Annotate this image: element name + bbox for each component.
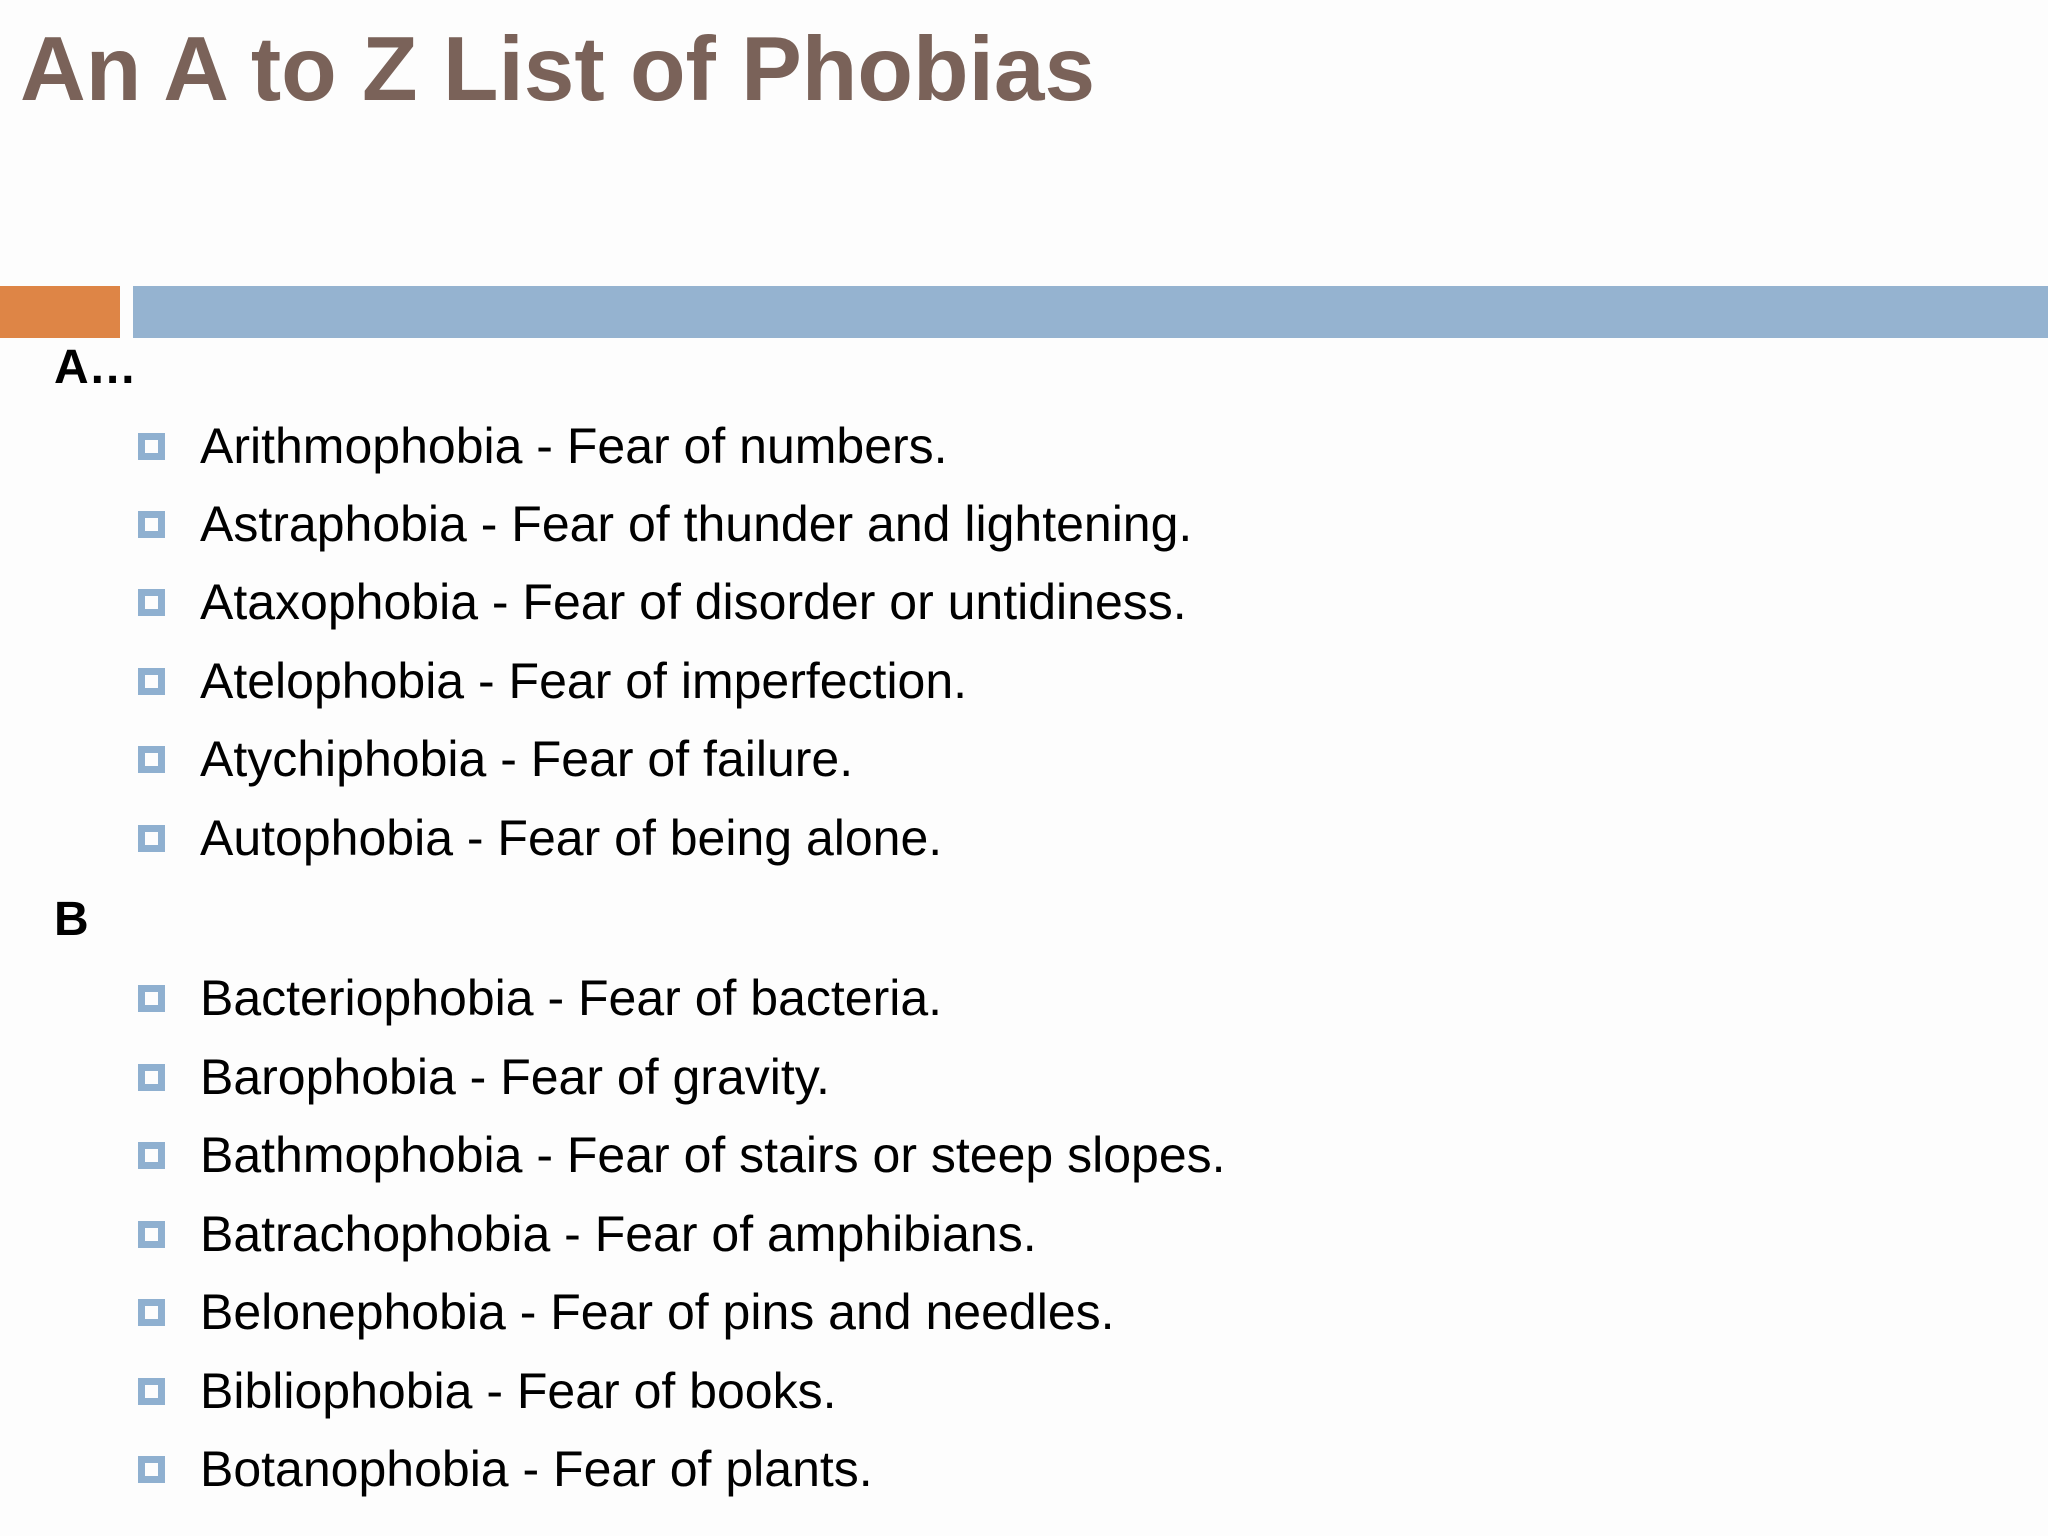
list-item-text: Bacteriophobia - Fear of bacteria. [200,970,943,1026]
list-item-text: Batrachophobia - Fear of amphibians. [200,1206,1037,1262]
list-item-text: Bibliophobia - Fear of books. [200,1363,837,1419]
hollow-square-bullet-icon [138,1299,165,1326]
list-item-text: Arithmophobia - Fear of numbers. [200,418,948,474]
list-item-text: Ataxophobia - Fear of disorder or untidiness. [200,574,1187,630]
list-item-text: Atychiphobia - Fear of failure. [200,731,854,787]
list-item-text: Astraphobia - Fear of thunder and lightening. [200,496,1193,552]
hollow-square-bullet-icon [138,589,165,616]
list-item [138,494,1192,554]
section-heading-a: A… [54,341,137,394]
hollow-square-bullet-icon [138,1378,165,1405]
list-item-text: Barophobia - Fear of gravity. [200,1049,830,1105]
list-item [138,968,942,1028]
hollow-square-bullet-icon [138,825,165,852]
list-item-text: Belonephobia - Fear of pins and needles. [200,1284,1115,1340]
list-item [138,1282,1115,1342]
hollow-square-bullet-icon [138,1142,165,1169]
list-item [138,1204,1037,1264]
accent-bar-blue [133,286,2048,338]
slide-title: An A to Z List of Phobias [20,19,1096,120]
list-item [138,651,967,711]
list-item [138,1125,1226,1185]
list-item [138,1361,836,1421]
hollow-square-bullet-icon [138,433,165,460]
list-item-text: Botanophobia - Fear of plants. [200,1441,873,1497]
list-item-text: Autophobia - Fear of being alone. [200,810,943,866]
list-item [138,1047,830,1107]
list-item [138,1439,873,1499]
hollow-square-bullet-icon [138,1221,165,1248]
hollow-square-bullet-icon [138,668,165,695]
accent-bar-orange [0,286,120,338]
list-item [138,808,942,868]
hollow-square-bullet-icon [138,1064,165,1091]
list-item [138,729,853,789]
section-heading-b: B [54,893,89,946]
list-item-text: Bathmophobia - Fear of stairs or steep slopes. [200,1127,1226,1183]
hollow-square-bullet-icon [138,511,165,538]
list-item [138,572,1187,632]
hollow-square-bullet-icon [138,1456,165,1483]
hollow-square-bullet-icon [138,746,165,773]
list-item-text: Atelophobia - Fear of imperfection. [200,653,968,709]
hollow-square-bullet-icon [138,985,165,1012]
list-item [138,416,948,476]
